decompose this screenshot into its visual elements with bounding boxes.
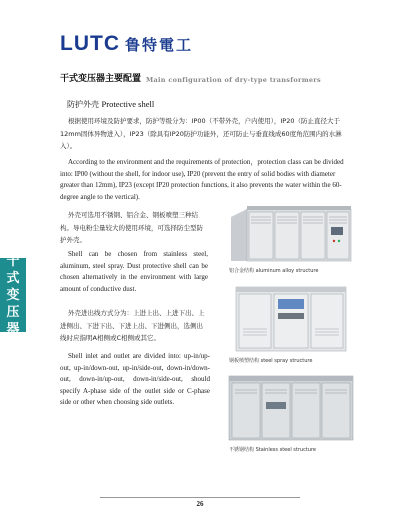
stainless-steel-cabinet-image: [221, 372, 361, 442]
paragraph-protection-cn: 根据使用环境及防护要求，防护等级分为：IP00（不带外壳，户内使用），IP20（防止直径大于12mm固体异物进入），IP23（除具有IP20防护功能外，还可防止与垂直线成60度角范围内的水淋入）。: [60, 117, 342, 151]
steel-spray-cabinet-image: [221, 285, 361, 353]
paragraph-shell-material-cn: 外壳可选用不锈钢、铝合金、钢板喷塑三种结构。导电粉尘量较大的使用环境，可选择防尘型防护外壳。: [60, 211, 203, 245]
figure-caption: 铝合金结构 aluminum alloy structure: [229, 268, 319, 274]
subsection-heading: [67, 98, 154, 111]
aluminum-alloy-cabinet-image: [221, 203, 361, 265]
brand-logo-chinese: 鲁特電工: [125, 36, 194, 54]
side-tab-char: 式: [6, 270, 20, 286]
side-tab-char: 器: [6, 321, 20, 337]
brand-logo-latin: LUTC: [60, 32, 120, 55]
subsection-title-cn: 防护外壳: [67, 100, 99, 109]
footer-divider: [100, 497, 300, 498]
section-title-cn: 干式变压器主要配置: [60, 74, 142, 84]
side-tab-char: 变: [6, 287, 20, 303]
paragraph-shell-material-en: Shell can be chosen from stainless steel, aluminum, steel spray. Dust protective shell can be chosen alternatively in the environment with large amount of conductive dust.: [60, 250, 208, 293]
side-tab-char: 干: [6, 253, 20, 269]
section-heading: [60, 73, 380, 87]
brand-logo: [60, 33, 260, 55]
figure-caption: 钢板喷塑结构 steel spray structure: [229, 358, 313, 364]
side-category-tab: [0, 253, 26, 337]
paragraph-inlet-outlet-en: Shell inlet and outlet are divided into: up-in/up-out, up-in/down-out, up-in/side-out, down-in/down-out, down-in/up-out, down-in/side-out, should specify A-phase side of the outlet side or C-phase side or other when choosing side outlets.: [60, 352, 210, 407]
paragraph-inlet-outlet-cn: 外壳进出线方式分为：上进上出、上进下出、上进侧出、下进下出、下进上出、下进侧出，选侧出线时应指明A相侧或C相侧或其它。: [60, 309, 205, 343]
subsection-title-en: Protective shell: [101, 99, 155, 109]
side-tab-char: 压: [6, 304, 20, 320]
section-title-en: Main configuration of dry-type transformers: [146, 76, 321, 84]
page-number: 26: [196, 500, 204, 508]
figure-caption: 不锈钢结构 Stainless steel structure: [229, 447, 316, 453]
paragraph-protection-en: According to the environment and the requirements of protection，protection class can be divided into: IP00 (without the shell, for indoor use), IP20 (prevent the entry of solid bodies with diameter greater than 12mm), IP23 (except IP20 protection functions, it also prevents the water within the 60-degree angle to the vertical).: [60, 158, 344, 201]
